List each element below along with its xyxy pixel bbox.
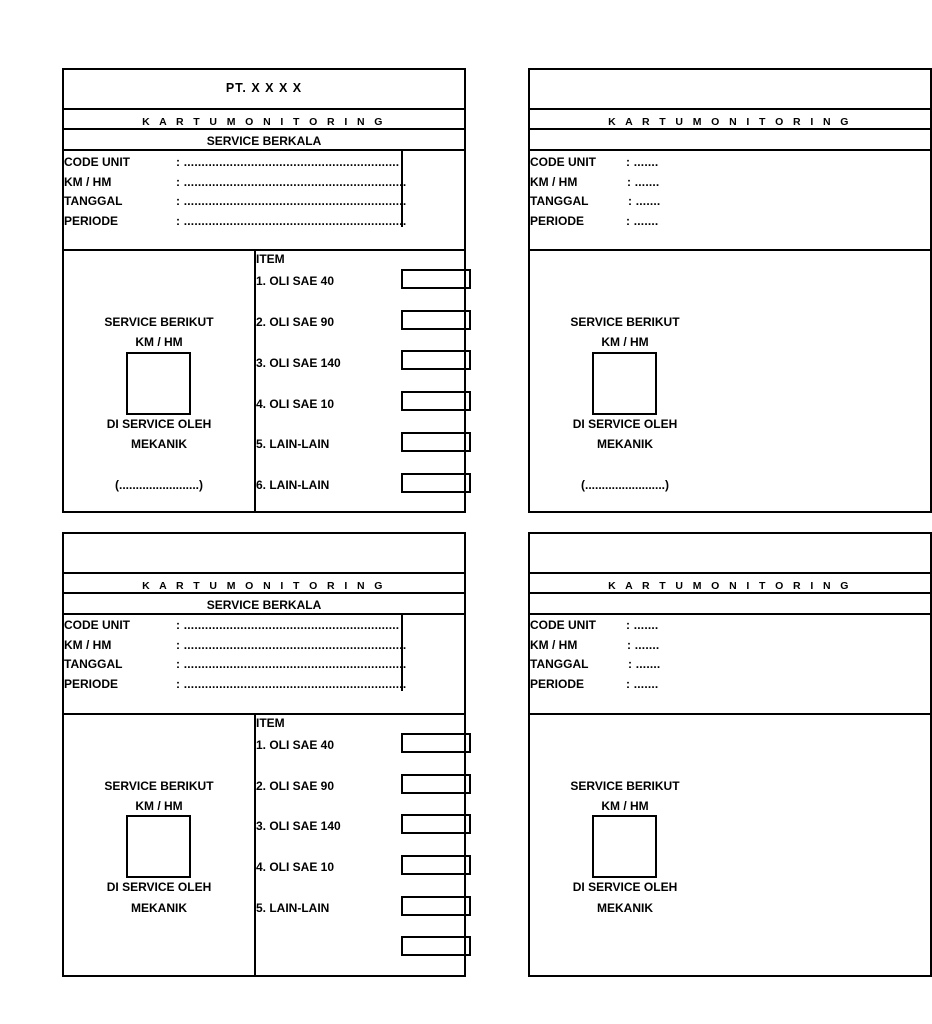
divider bbox=[530, 108, 930, 110]
column-divider bbox=[254, 714, 256, 975]
item-checkbox[interactable] bbox=[401, 936, 471, 956]
field-value-km-hm[interactable]: : ....... bbox=[627, 175, 660, 189]
item-checkbox[interactable] bbox=[401, 855, 471, 875]
field-value-code-unit[interactable]: : ............................................................. bbox=[176, 155, 400, 169]
item-label: 2. OLI SAE 90 bbox=[256, 315, 335, 329]
card-title: K A R T U M O N I T O R I N G bbox=[142, 580, 386, 592]
card-title: K A R T U M O N I T O R I N G bbox=[608, 116, 852, 128]
km-hm-box[interactable] bbox=[126, 352, 191, 415]
km-hm-box[interactable] bbox=[126, 815, 191, 878]
item-header: ITEM bbox=[256, 252, 285, 266]
divider bbox=[64, 713, 464, 715]
field-label-km-hm: KM / HM bbox=[64, 638, 112, 652]
divider bbox=[530, 572, 930, 574]
serviced-by-label: DI SERVICE OLEH bbox=[106, 880, 212, 894]
km-hm-label: KM / HM bbox=[135, 799, 183, 813]
divider bbox=[64, 128, 464, 130]
field-value-periode[interactable]: : ............................................................... bbox=[176, 214, 407, 228]
item-checkbox[interactable] bbox=[401, 432, 471, 452]
card-top-right-clip bbox=[528, 68, 852, 516]
divider bbox=[530, 249, 930, 251]
divider bbox=[530, 149, 930, 151]
card-top-left-clip bbox=[62, 68, 468, 516]
next-service-label: SERVICE BERIKUT bbox=[104, 315, 214, 329]
field-value-km-hm[interactable]: : ....... bbox=[627, 638, 660, 652]
divider bbox=[64, 249, 464, 251]
km-hm-label: KM / HM bbox=[135, 335, 183, 349]
field-value-periode[interactable]: : ............................................................... bbox=[176, 677, 407, 691]
item-checkbox[interactable] bbox=[401, 391, 471, 411]
field-value-code-unit[interactable]: : ............................................................. bbox=[176, 618, 400, 632]
field-label-tanggal: TANGGAL bbox=[64, 194, 123, 208]
card-title: K A R T U M O N I T O R I N G bbox=[608, 580, 852, 592]
field-value-tanggal[interactable]: : ............................................................... bbox=[176, 194, 407, 208]
field-divider bbox=[401, 150, 403, 227]
service-card bbox=[62, 68, 466, 513]
next-service-label: SERVICE BERIKUT bbox=[570, 779, 680, 793]
km-hm-label: KM / HM bbox=[601, 799, 649, 813]
field-label-code-unit: CODE UNIT bbox=[530, 618, 596, 632]
card-subtitle: SERVICE BERKALA bbox=[206, 598, 322, 612]
card-subtitle: SERVICE BERKALA bbox=[206, 134, 322, 148]
item-label: 3. OLI SAE 140 bbox=[256, 356, 341, 370]
field-label-periode: PERIODE bbox=[64, 677, 119, 691]
serviced-by-label: DI SERVICE OLEH bbox=[106, 417, 212, 431]
signature-placeholder[interactable]: (........................) bbox=[114, 478, 203, 492]
field-label-km-hm: KM / HM bbox=[530, 175, 578, 189]
km-hm-label: KM / HM bbox=[601, 335, 649, 349]
divider bbox=[64, 149, 464, 151]
divider bbox=[530, 128, 930, 130]
mechanic-label: MEKANIK bbox=[597, 901, 653, 915]
field-label-code-unit: CODE UNIT bbox=[64, 618, 130, 632]
field-label-code-unit: CODE UNIT bbox=[64, 155, 130, 169]
field-value-code-unit[interactable]: : ....... bbox=[626, 618, 659, 632]
divider bbox=[530, 713, 930, 715]
field-label-tanggal: TANGGAL bbox=[530, 657, 589, 671]
item-label: 2. OLI SAE 90 bbox=[256, 779, 335, 793]
field-label-km-hm: KM / HM bbox=[64, 175, 112, 189]
item-checkbox[interactable] bbox=[401, 733, 471, 753]
field-value-periode[interactable]: : ....... bbox=[626, 677, 659, 691]
mechanic-label: MEKANIK bbox=[131, 437, 187, 451]
service-card bbox=[528, 532, 932, 977]
item-label: 4. OLI SAE 10 bbox=[256, 397, 335, 411]
serviced-by-label: DI SERVICE OLEH bbox=[572, 880, 678, 894]
item-label: 3. OLI SAE 140 bbox=[256, 819, 341, 833]
next-service-label: SERVICE BERIKUT bbox=[570, 315, 680, 329]
card-bottom-right-clip bbox=[528, 532, 852, 936]
serviced-by-label: DI SERVICE OLEH bbox=[572, 417, 678, 431]
field-label-code-unit: CODE UNIT bbox=[530, 155, 596, 169]
item-checkbox[interactable] bbox=[401, 310, 471, 330]
next-service-label: SERVICE BERIKUT bbox=[104, 779, 214, 793]
km-hm-box[interactable] bbox=[592, 815, 657, 878]
mechanic-label: MEKANIK bbox=[131, 901, 187, 915]
field-label-periode: PERIODE bbox=[530, 677, 585, 691]
mechanic-label: MEKANIK bbox=[597, 437, 653, 451]
field-value-km-hm[interactable]: : ............................................................... bbox=[176, 638, 407, 652]
item-label: 4. OLI SAE 10 bbox=[256, 860, 335, 874]
field-label-periode: PERIODE bbox=[64, 214, 119, 228]
item-checkbox[interactable] bbox=[401, 814, 471, 834]
field-value-tanggal[interactable]: : ....... bbox=[628, 657, 661, 671]
field-value-tanggal[interactable]: : ............................................................... bbox=[176, 657, 407, 671]
item-checkbox[interactable] bbox=[401, 350, 471, 370]
divider bbox=[64, 613, 464, 615]
divider bbox=[64, 572, 464, 574]
field-value-periode[interactable]: : ....... bbox=[626, 214, 659, 228]
card-title: K A R T U M O N I T O R I N G bbox=[142, 116, 386, 128]
item-header: ITEM bbox=[256, 716, 285, 730]
item-label: 5. LAIN-LAIN bbox=[256, 901, 330, 915]
field-label-km-hm: KM / HM bbox=[530, 638, 578, 652]
item-checkbox[interactable] bbox=[401, 269, 471, 289]
field-divider bbox=[401, 614, 403, 691]
field-value-tanggal[interactable]: : ....... bbox=[628, 194, 661, 208]
field-value-km-hm[interactable]: : ............................................................... bbox=[176, 175, 407, 189]
signature-placeholder[interactable]: (........................) bbox=[580, 478, 669, 492]
item-checkbox[interactable] bbox=[401, 896, 471, 916]
divider bbox=[64, 108, 464, 110]
item-label: 1. OLI SAE 40 bbox=[256, 274, 335, 288]
item-checkbox[interactable] bbox=[401, 473, 471, 493]
item-checkbox[interactable] bbox=[401, 774, 471, 794]
field-label-periode: PERIODE bbox=[530, 214, 585, 228]
column-divider bbox=[254, 250, 256, 511]
service-card bbox=[528, 68, 932, 513]
field-label-tanggal: TANGGAL bbox=[530, 194, 589, 208]
item-label: 1. OLI SAE 40 bbox=[256, 738, 335, 752]
divider bbox=[530, 592, 930, 594]
service-card bbox=[62, 532, 466, 977]
field-value-code-unit[interactable]: : ....... bbox=[626, 155, 659, 169]
company-name: PT. X X X X bbox=[225, 81, 303, 95]
divider bbox=[530, 613, 930, 615]
item-label: 5. LAIN-LAIN bbox=[256, 437, 330, 451]
item-label: 6. LAIN-LAIN bbox=[256, 478, 330, 492]
km-hm-box[interactable] bbox=[592, 352, 657, 415]
card-bottom-left-clip bbox=[62, 532, 468, 936]
divider bbox=[64, 592, 464, 594]
field-label-tanggal: TANGGAL bbox=[64, 657, 123, 671]
